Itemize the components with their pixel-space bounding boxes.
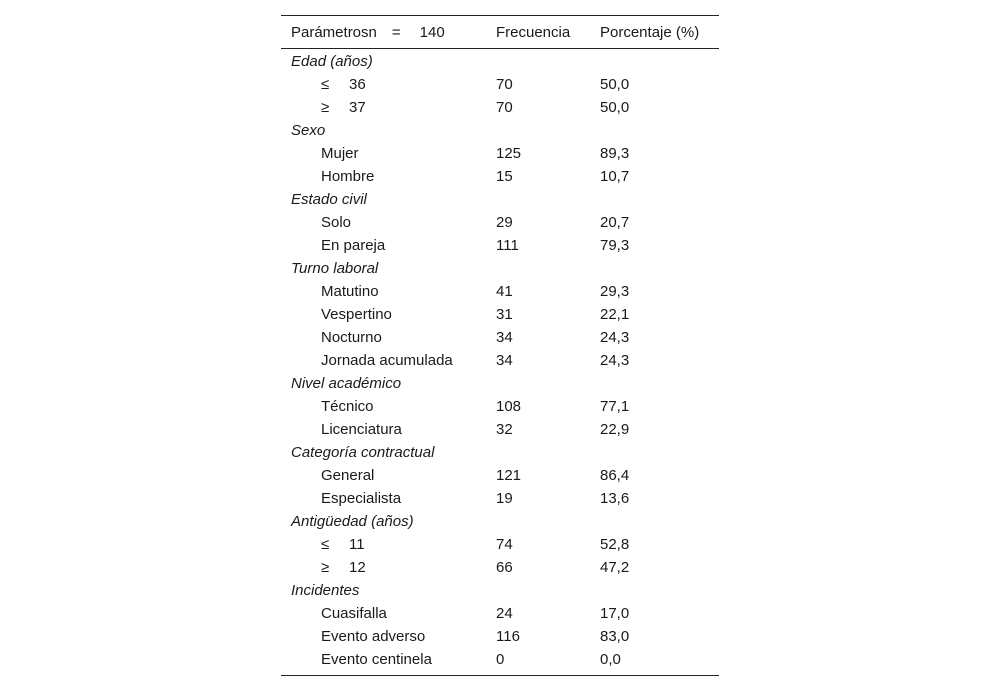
row-label: 11	[349, 536, 365, 553]
row-label: General	[321, 467, 375, 484]
freq-cell: 111	[496, 237, 519, 254]
row-label: Evento centinela	[321, 651, 432, 668]
row-label-cell	[281, 145, 496, 162]
table-row	[281, 165, 719, 188]
group-row	[281, 372, 719, 395]
row-label: 12	[349, 559, 366, 576]
freq-cell: 121	[496, 467, 522, 484]
row-label-cell	[281, 467, 496, 484]
freq-cell: 32	[496, 421, 513, 438]
row-label-cell	[281, 352, 496, 369]
pct-cell: 24,3	[600, 329, 630, 346]
row-label: Mujer	[321, 145, 359, 162]
freq-cell: 34	[496, 352, 513, 369]
table-row	[281, 280, 719, 303]
freq-cell: 0	[496, 651, 505, 668]
row-label: Especialista	[321, 490, 402, 507]
group-row	[281, 510, 719, 533]
pct-cell: 22,1	[600, 306, 630, 323]
row-label-cell	[281, 99, 496, 116]
freq-cell: 19	[496, 490, 513, 507]
table-row	[281, 556, 719, 579]
comparison-symbol: ≥	[321, 99, 330, 116]
group-label: Turno laboral	[291, 260, 379, 277]
group-row	[281, 119, 719, 142]
pct-cell: 86,4	[600, 467, 630, 484]
group-row	[281, 441, 719, 464]
group-label: Incidentes	[291, 582, 360, 599]
table-row	[281, 602, 719, 625]
comparison-symbol: ≤	[321, 536, 330, 553]
freq-cell: 125	[496, 145, 522, 162]
group-row	[281, 50, 719, 73]
pct-cell: 17,0	[600, 605, 630, 622]
freq-cell: 108	[496, 398, 522, 415]
pct-cell: 52,8	[600, 536, 630, 553]
table-row	[281, 533, 719, 556]
table-row	[281, 211, 719, 234]
group-row	[281, 188, 719, 211]
pct-cell: 13,6	[600, 490, 630, 507]
row-label: Hombre	[321, 168, 375, 185]
row-label-cell	[281, 398, 496, 415]
row-label-cell	[281, 306, 496, 323]
freq-cell: 74	[496, 536, 513, 553]
row-label-cell	[281, 421, 496, 438]
row-label: Cuasifalla	[321, 605, 387, 622]
row-label: Nocturno	[321, 329, 382, 346]
group-label: Categoría contractual	[291, 444, 435, 461]
row-label-cell	[281, 329, 496, 346]
pct-cell: 77,1	[600, 398, 630, 415]
row-label: Técnico	[321, 398, 374, 415]
freq-cell: 31	[496, 306, 513, 323]
row-label-cell	[281, 651, 496, 668]
row-label: 36	[349, 76, 366, 93]
row-label-cell	[281, 605, 496, 622]
row-label-cell	[281, 559, 496, 576]
freq-cell: 24	[496, 605, 513, 622]
row-label: Licenciatura	[321, 421, 402, 438]
row-label: Jornada acumulada	[321, 352, 453, 369]
row-label: Evento adverso	[321, 628, 426, 645]
comparison-symbol: ≥	[321, 559, 330, 576]
row-label-cell	[281, 490, 496, 507]
pct-cell: 83,0	[600, 628, 630, 645]
header-rule	[281, 48, 719, 49]
row-label-cell	[281, 237, 496, 254]
group-label: Antigüedad (años)	[291, 513, 414, 530]
row-label-cell	[281, 76, 496, 93]
pct-cell: 22,9	[600, 421, 630, 438]
table-row	[281, 464, 719, 487]
table-row	[281, 487, 719, 510]
table-body	[281, 50, 719, 671]
table-row	[281, 625, 719, 648]
pct-cell: 10,7	[600, 168, 630, 185]
pct-cell: 24,3	[600, 352, 630, 369]
row-label: 37	[349, 99, 366, 116]
freq-cell: 66	[496, 559, 513, 576]
pct-cell: 47,2	[600, 559, 630, 576]
freq-cell: 34	[496, 329, 513, 346]
table-row	[281, 303, 719, 326]
row-label: Vespertino	[321, 306, 392, 323]
pct-cell: 79,3	[600, 237, 630, 254]
row-label-cell	[281, 628, 496, 645]
freq-cell: 41	[496, 283, 513, 300]
pct-cell: 50,0	[600, 99, 630, 116]
table-row	[281, 73, 719, 96]
header-freq: Frecuencia	[496, 23, 571, 41]
table-row	[281, 395, 719, 418]
comparison-symbol: ≤	[321, 76, 330, 93]
table-row	[281, 234, 719, 257]
bottom-rule	[281, 675, 719, 676]
pct-cell: 20,7	[600, 214, 630, 231]
group-label: Nivel académico	[291, 375, 402, 392]
data-table	[281, 15, 719, 676]
table-header	[281, 16, 719, 48]
header-pct: Porcentaje (%)	[600, 23, 700, 41]
row-label-cell	[281, 283, 496, 300]
row-label-cell	[281, 214, 496, 231]
group-row	[281, 579, 719, 602]
row-label: Solo	[321, 214, 352, 231]
pct-cell: 0,0	[600, 651, 621, 668]
table-row	[281, 96, 719, 119]
freq-cell: 70	[496, 99, 513, 116]
freq-cell: 70	[496, 76, 513, 93]
row-label-cell	[281, 168, 496, 185]
group-label: Edad (años)	[291, 53, 373, 70]
header-param-label: Parámetrosn	[291, 23, 377, 41]
group-row	[281, 257, 719, 280]
freq-cell: 29	[496, 214, 513, 231]
group-label: Estado civil	[291, 191, 367, 208]
freq-cell: 15	[496, 168, 513, 185]
group-label: Sexo	[291, 122, 326, 139]
header-param-eq: =	[391, 23, 401, 41]
table-row	[281, 349, 719, 372]
table-row	[281, 326, 719, 349]
table-row	[281, 418, 719, 441]
freq-cell: 116	[496, 628, 520, 645]
row-label: En pareja	[321, 237, 386, 254]
row-label-cell	[281, 536, 496, 553]
header-param-cell	[281, 24, 496, 41]
row-label: Matutino	[321, 283, 379, 300]
pct-cell: 29,3	[600, 283, 630, 300]
header-param-n: 140	[419, 23, 445, 41]
table-row	[281, 142, 719, 165]
table-row	[281, 648, 719, 671]
pct-cell: 50,0	[600, 76, 630, 93]
pct-cell: 89,3	[600, 145, 630, 162]
